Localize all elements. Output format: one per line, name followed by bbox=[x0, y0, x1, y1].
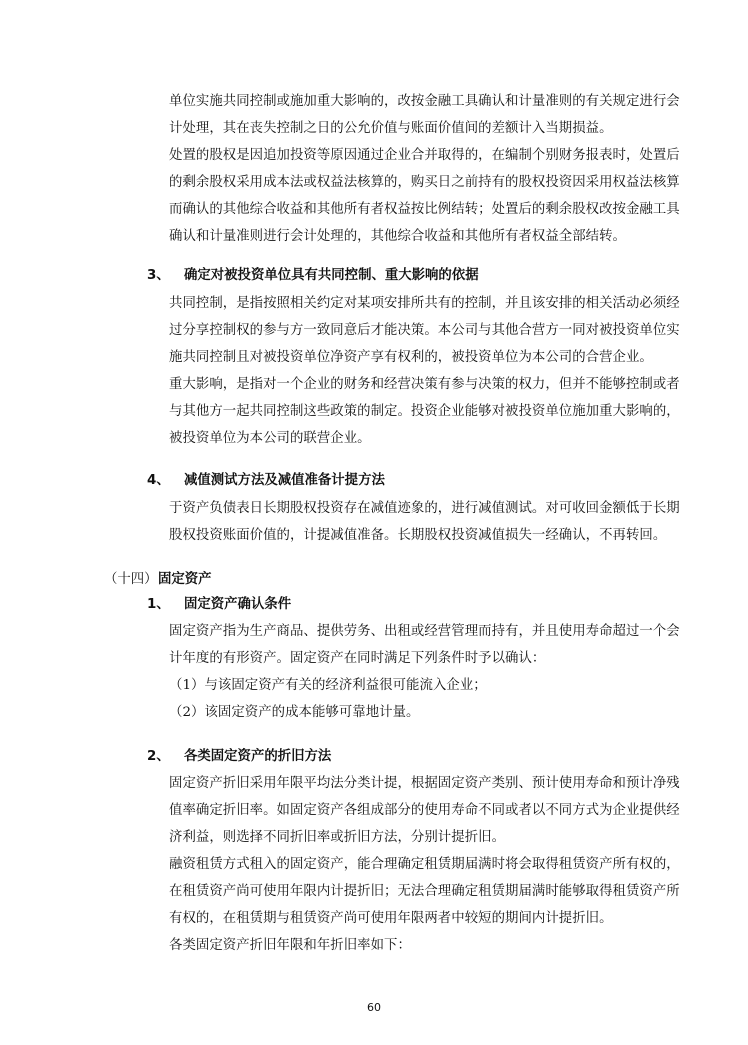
text-line: 过分享控制权的参与方一致同意后才能决策。本公司与其他合营方一同对被投资单位实 bbox=[169, 323, 680, 338]
text-line: （2）该固定资产的成本能够可靠地计量。 bbox=[169, 705, 420, 720]
text-line: 计处理，其在丧失控制之日的公允价值与账面价值间的差额计入当期损益。 bbox=[169, 121, 613, 136]
section-number: 1、 bbox=[147, 597, 170, 612]
text-line: 在租赁资产尚可使用年限内计提折旧；无法合理确定租赁期届满时能够取得租赁资产所 bbox=[169, 884, 680, 899]
text-line: 而确认的其他综合收益和其他所有者权益按比例结转；处置后的剩余股权改按金融工具 bbox=[169, 202, 680, 217]
text-line: 值率确定折旧率。如固定资产各组成部分的使用寿命不同或者以不同方式为企业提供经 bbox=[169, 803, 680, 818]
text-line: 共同控制，是指按照相关约定对某项安排所共有的控制，并且该安排的相关活动必须经 bbox=[169, 296, 680, 311]
text-line: 的剩余股权采用成本法或权益法核算的，购买日之前持有的股权投资因采用权益法核算 bbox=[169, 175, 680, 190]
section-title: 各类固定资产的折旧方法 bbox=[184, 749, 332, 764]
text-line: 处置的股权是因追加投资等原因通过企业合并取得的，在编制个别财务报表时，处置后 bbox=[169, 148, 680, 163]
text-line: 确认和计量准则进行会计处理的，其他综合收益和其他所有者权益全部结转。 bbox=[169, 229, 626, 244]
paragraph-depreciation bbox=[169, 770, 687, 959]
text-line: 股权投资账面价值的，计提减值准备。长期股权投资减值损失一经确认，不再转回。 bbox=[169, 528, 667, 543]
section-number: 4、 bbox=[147, 473, 170, 488]
text-line: 有权的，在租赁期与租赁资产尚可使用年限两者中较短的期间内计提折旧。 bbox=[169, 911, 613, 926]
paragraph-recognition bbox=[169, 618, 687, 726]
section-number: 2、 bbox=[147, 749, 170, 764]
section-14-title: 固定资产 bbox=[158, 572, 212, 587]
paragraph-disposal-continued bbox=[169, 88, 687, 250]
text-line: 济利益，则选择不同折旧率或折旧方法，分别计提折旧。 bbox=[169, 830, 506, 845]
section-number: 3、 bbox=[147, 268, 170, 283]
text-line: 固定资产折旧采用年限平均法分类计提，根据固定资产类别、预计使用寿命和预计净残 bbox=[169, 776, 680, 791]
section-14-label: （十四） bbox=[104, 572, 158, 587]
section-title: 确定对被投资单位具有共同控制、重大影响的依据 bbox=[184, 268, 479, 283]
text-line: 单位实施共同控制或施加重大影响的，改按金融工具确认和计量准则的有关规定进行会 bbox=[169, 94, 680, 109]
paragraph-impairment bbox=[169, 495, 687, 549]
text-line: 于资产负债表日长期股权投资存在减值迹象的，进行减值测试。对可收回金额低于长期 bbox=[169, 501, 680, 516]
page-number: 60 bbox=[367, 1001, 381, 1014]
text-line: 施共同控制且对被投资单位净资产享有权利的，被投资单位为本公司的合营企业。 bbox=[169, 350, 653, 365]
text-line: 计年度的有形资产。固定资产在同时满足下列条件时予以确认： bbox=[169, 651, 546, 666]
text-line: 重大影响，是指对一个企业的财务和经营决策有参与决策的权力，但并不能够控制或者 bbox=[169, 377, 680, 392]
section-title: 减值测试方法及减值准备计提方法 bbox=[184, 473, 385, 488]
text-line: 固定资产指为生产商品、提供劳务、出租或经营管理而持有，并且使用寿命超过一个会 bbox=[169, 624, 680, 639]
text-line: 被投资单位为本公司的联营企业。 bbox=[169, 431, 371, 446]
paragraph-joint-control bbox=[169, 290, 687, 452]
text-line: 与其他方一起共同控制这些政策的制定。投资企业能够对被投资单位施加重大影响的， bbox=[169, 404, 680, 419]
text-line: 各类固定资产折旧年限和年折旧率如下： bbox=[169, 938, 411, 953]
section-title: 固定资产确认条件 bbox=[184, 597, 292, 612]
text-line: （1）与该固定资产有关的经济利益很可能流入企业； bbox=[169, 678, 487, 693]
text-line: 融资租赁方式租入的固定资产，能合理确定租赁期届满时将会取得租赁资产所有权的， bbox=[169, 857, 680, 872]
